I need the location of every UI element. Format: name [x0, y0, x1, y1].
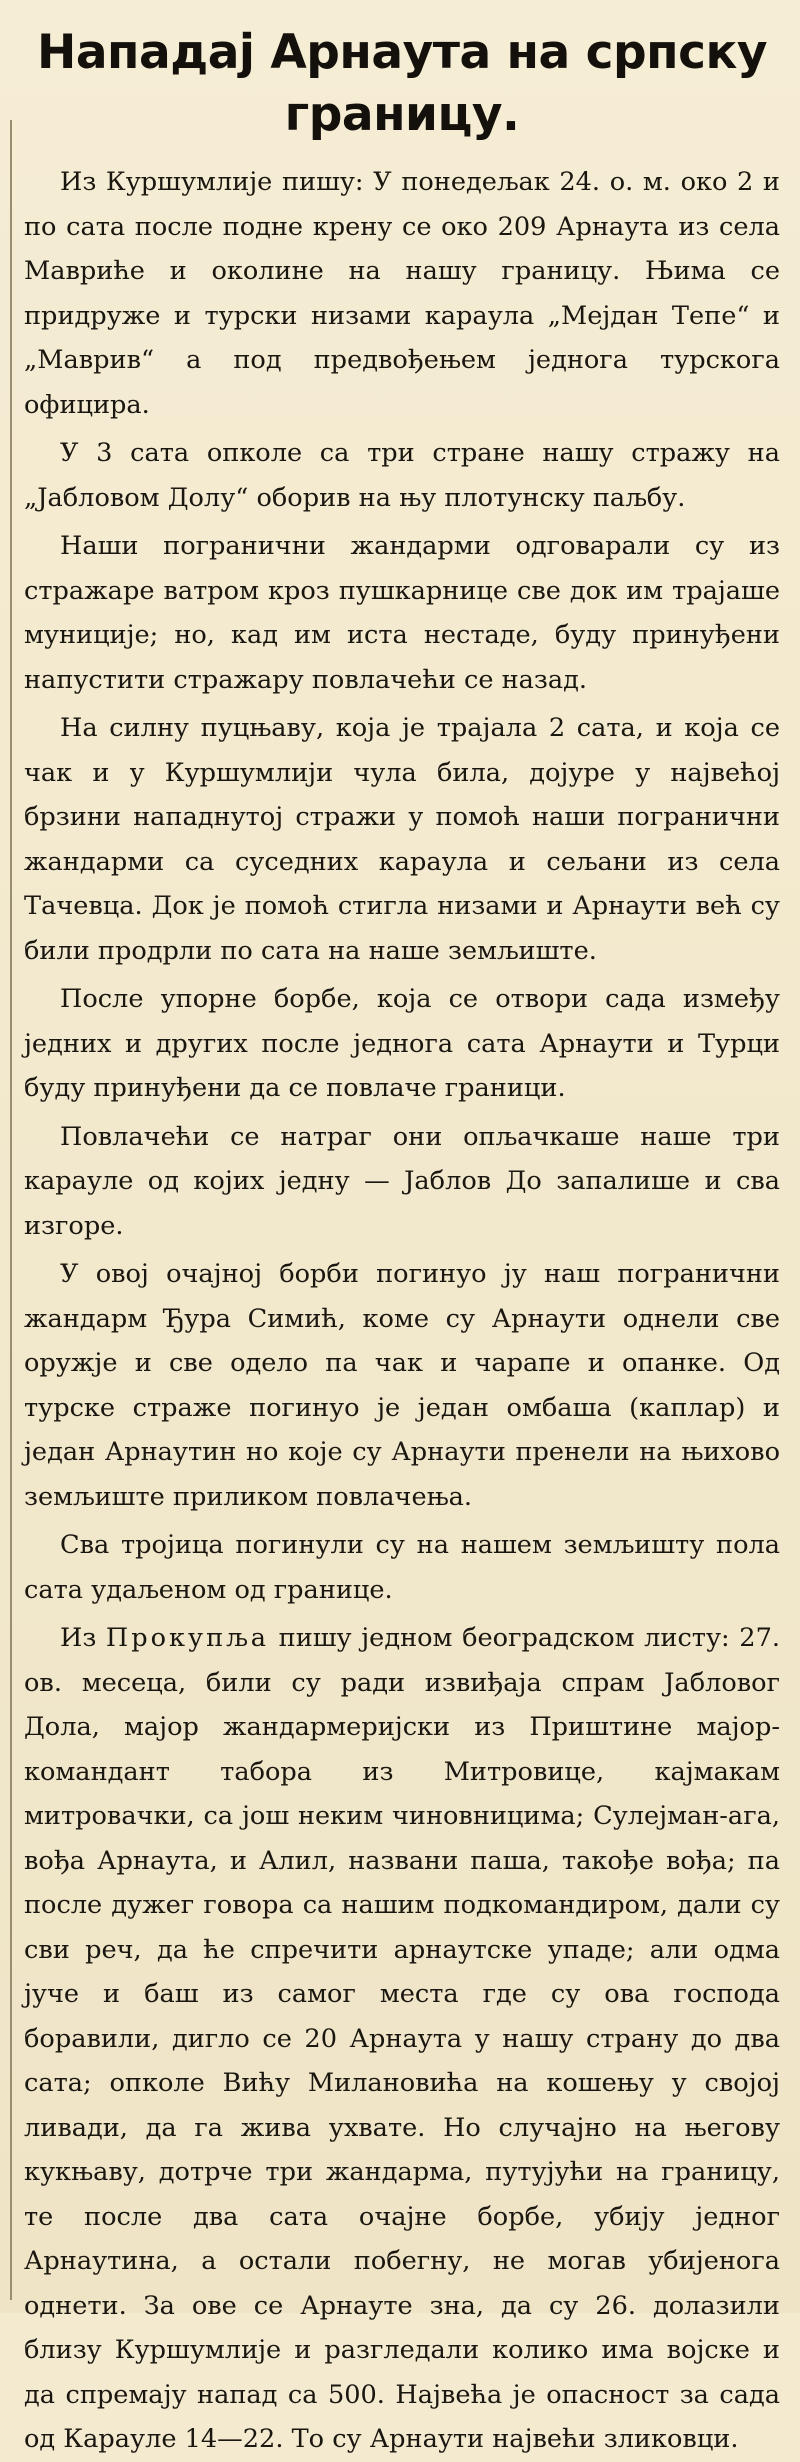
paragraph-9: [24, 1616, 780, 2462]
paragraph-7: У овој очајној борби погинуо ју наш погранични жандарм Ђура Симић, коме су Арнаути однели све оружје и све одело па чак и чарапе и опанке. Од турске страже погинуо је један омбаша (каплар) и један Арнаутин но које су Арнаути пренели на њихово земљиште приликом повлачења.: [24, 1259, 780, 1512]
paragraph-9-text: пишу једном београдском листу: 27. ов. месеца, били су ради извиђаја спрам Јабловог Дола, мајор жандармеријски из Приштине мајор-командант табора из Митровице, кајмакам митровачки, са још неким чиновницима; Сулејман-ага, вођа Арнаута, и Алил, названи паша, такође вођа; па после дужег говора са нашим подкомандиром, дали су сви реч, да ће спречити арнаутске упаде; али одма јуче и баш из самог места где су ова господа боравили, дигло се 20 Арнаута у нашу страну до два сата; опколе Вићу Милановића на кошењу у својој ливади, да га жива ухвате. Но случајно на његову кукњаву, дотрче три жандарма, путујући на границу, те после два сата очајне борбе, убију једног Арнаутина, а остали побегну, не могав убијенога однети. За ове се Арнауте зна, да су 26. долазили близу Куршумлије и разгледали колико има војске и да спремају напад са 500. Највећа је опасност за сада од Карауле 14—22. То су Арнаути највећи зликовци.: [24, 1623, 780, 2454]
paragraph-8: Сва тројица погинули су на нашем земљишту пола сата удаљеном од границе.: [24, 1530, 780, 1605]
title-line-1: Нападај Арнаута на српску: [37, 25, 767, 80]
paragraph-4: На силну пуцњаву, која је трајала 2 сата, и која се чак и у Куршумлији чула била, дојуре у највећој брзини нападнутој стражи у помоћ наши погранични жандарми са суседних караула и сељани из села Тачевца. Док је помоћ стигла низами и Арнаути већ су били продрли по сата на наше земљиште.: [24, 713, 780, 966]
paragraph-6: Повлачећи се натраг они опљачкаше наше три карауле од којих једну — Јаблов До запалише и сва изгоре.: [24, 1121, 780, 1241]
paragraph-1: Из Куршумлије пишу: У понедељак 24. о. м. око 2 и по сата после подне крену се око 209 Арнаута из села Мавриће и околине на нашу границу. Њима се придруже и турски низами караула „Мејдан Тепе“ и „Маврив“ а под предвођењем једнога турскога официра.: [24, 167, 780, 420]
place-name-spaced: Прокупља: [105, 1623, 269, 1653]
article-title: [24, 0, 780, 146]
paragraph-5: После упорне борбе, која се отвори сада између једних и других после једнога сата Арнаути и Турци буду принуђени да се повлаче граници.: [24, 984, 780, 1103]
title-line-2: границу.: [284, 87, 520, 142]
paragraph-9-lead: Из: [60, 1623, 97, 1653]
paragraph-2: У 3 сата опколе са три стране нашу стражу на „Јабловом Долу“ оборив на њу плотунску паљбу.: [24, 438, 780, 513]
paragraph-3: Наши погранични жандарми одговарали су из стражаре ватром кроз пушкарнице све док им трајаше муниције; но, кад им иста нестаде, буду принуђени напустити стражару повлачећи се назад.: [24, 531, 780, 695]
column-rule: [10, 120, 12, 2300]
article-body: [24, 160, 780, 2462]
